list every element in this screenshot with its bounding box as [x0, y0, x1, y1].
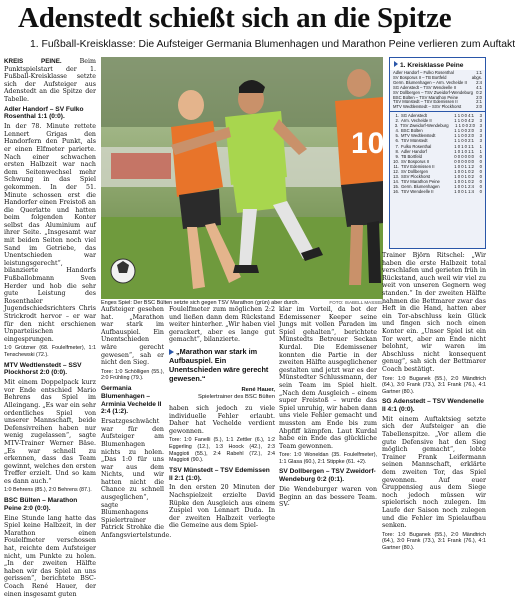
standings-team: SG Adenstedt — [401, 113, 427, 119]
match-heading: SG Adenstedt – TSV Wendenelle II 4:1 (0:0). — [382, 398, 484, 414]
standings-pos: 8. — [395, 148, 399, 154]
standings-team: TB Bortfeld — [401, 153, 422, 159]
match-report: Ersatzgeschwächt war für den Aufsteiger am Blumenhagen nichts zu holen. „Das 1:0 für uns war aus dem Nichts, und wir hatten nicht die Chance zu schnell ausgeglichen“, sagte Blumenhagens Spielertrainer Patrick Strohke die Anfangsviertelstunde. — [101, 418, 172, 540]
table-title — [390, 58, 485, 70]
article-column-3 — [169, 306, 275, 532]
standings-pts: 0 — [479, 153, 482, 159]
standings-pts: 0 — [479, 183, 482, 189]
standings-team: SSV Plockhorst — [401, 173, 431, 179]
standings-stats: 1 0 0 1 1:2 — [454, 163, 474, 169]
standings-pos: 13. — [393, 173, 399, 179]
standings-pts: 1 — [479, 143, 482, 149]
result-match: Adler Handorf – Fulko Rosenthal — [393, 70, 454, 75]
result-score: 2:0 — [476, 94, 482, 100]
standings-stats: 1 1 0 0 2:0 — [454, 133, 474, 139]
headline: Adenstedt schießt sich an die Spitze — [18, 2, 452, 34]
standings-pos: 9. — [395, 153, 399, 159]
goal-scorers: Tore: 1:0 Buganek (55.), 2:0 Mändtrich (64.), 3:0 Frank (73.), 3:1 Frank (76.), 4:1 Gartner (80.). — [382, 531, 486, 551]
standings-stats: 1 1 0 0 2:0 — [454, 128, 474, 134]
result-score: abgs. — [471, 74, 482, 80]
standings-pts: 3 — [479, 118, 482, 124]
standings-stats: 0 0 0 0 0:0 — [454, 153, 474, 159]
article-column-2 — [101, 306, 172, 542]
match-heading: Germania Blumenhagen – Arminia Vechelde II 2:4 (1:2). — [101, 384, 162, 416]
result-score: 0:2 — [476, 89, 482, 95]
standings-pts: 0 — [479, 158, 482, 164]
goal-scorers: Tore: 1:0 Woneldan (35. Foulelfmeter), 1:1 Glasa (60.), 2:1 Stippke (61. +2). — [279, 452, 377, 465]
match-heading: BSC Bülten – Marathon Peine 2:0 (0:0). — [4, 497, 78, 512]
standings-team: TSV Münstedt — [401, 138, 428, 144]
standings-pos: 10. — [393, 158, 399, 164]
standings-pos: 16. — [393, 188, 399, 194]
standings-pts: 0 — [479, 178, 482, 184]
standings-team: TSV Wendeelle II — [401, 188, 434, 194]
goal-scorers: Tore: 1:0 Fanelli (5.), 1:1 Zettler (6.), 1:2 Eggerling (12.), 1:3 Hoock (42.), 2:3 Maggioti (55.), 2:4 Rabehl (72.), 2:4 Maggioti (90.). — [169, 437, 275, 464]
match-heading: Adler Handorf – SV Fulko Rosenthal 1:1 (0:0). — [4, 105, 84, 121]
photo-credit: FOTO: ISABELL MASSEL — [329, 300, 383, 305]
match-heading: MTV Wedtlenstedt – SSV Plockhorst 2:0 (0:0). — [4, 361, 82, 377]
article-column-1 — [4, 58, 96, 600]
standings-pos: 6. — [395, 138, 399, 144]
quote-author-name: René Hauer, — [241, 386, 275, 393]
match-photo — [101, 57, 383, 299]
league-table — [389, 57, 486, 249]
standings-stats: 1 1 0 0 2:0 — [455, 123, 475, 129]
standings-pos: 4. — [395, 128, 399, 134]
standings-stats: 1 0 0 1 0:2 — [454, 173, 474, 179]
standings-team: MTV Wedtlenstedt — [401, 133, 436, 139]
goal-scorers: 1:0 Grützner (68. Foulelfmeter), 1:1 Tenschewski (72.). — [4, 345, 96, 358]
standings-pos: 1. — [395, 113, 399, 119]
standings-stats: 0 0 0 0 0:0 — [454, 158, 474, 164]
standings-stats: 1 0 0 1 1:4 — [454, 188, 474, 194]
standings-team: Germ. Blumenhagen — [401, 183, 440, 189]
standings-pts: 0 — [479, 173, 482, 179]
result-score: 1:1 — [476, 70, 482, 75]
standings-pts: 3 — [479, 113, 482, 119]
result-match: SG Adenstedt – TSV Wendeelle II — [393, 84, 456, 90]
standings-pos: 7. — [395, 143, 399, 149]
standings-pos: 3. — [394, 123, 399, 129]
match-report: Aufsteiger gesehen hat. „Marathon war stark im Aufbauspiel. Ein Unentschieden wäre gerecht gewesen“, sah er nicht den Sieg. — [101, 306, 164, 367]
match-report: Mit einem Auftaktsieg setzte sich der Aufsteiger an die Tabellenspitze. „Vor allem die gute Defensive hat den Sieg möglich gemacht“, lobte Trainer Frank Leifermann seinen Mannschaft, erklärte dem zweiten Tor, das Spiel gewonnen. Auf euer Gruppensieg aus dem Siege noch jedoch müssen wir spielerisch noch zulegen. Im Laufe der Saison noch zulegen und die Fehler im Spielaufbau senken. — [382, 415, 486, 530]
standings-pts: 0 — [479, 188, 482, 194]
standings-stats: 1 1 0 0 4:2 — [454, 118, 474, 124]
standings-pts: 3 — [479, 128, 482, 134]
standings-team: TSV Zweidorf-Wendeburg — [400, 123, 449, 129]
standings-pts: 0 — [479, 168, 482, 174]
standings-pos: 14. — [393, 178, 399, 184]
standings-stats: 1 0 0 1 0:2 — [454, 168, 474, 174]
goal-scorers: Tore: 1:0 Schölligen (55.), 2:0 Frühling (79.). — [101, 368, 164, 382]
standings-stats: 1 1 0 0 2:1 — [454, 138, 474, 144]
standings-stats: 1 0 0 1 2:4 — [454, 183, 474, 189]
standings-stats: 1 1 0 0 4:1 — [454, 113, 474, 119]
match-report: haben sich jedoch zu viele individuelle Fehler erlaubt. Daher hat Vechelde verdient gewonnen. — [169, 404, 275, 435]
quote-author — [169, 387, 275, 401]
standings-pos: 5. — [395, 133, 399, 139]
standings-list — [390, 112, 485, 195]
standings-pts: 0 — [479, 163, 482, 169]
standings-team: TSV Marathon Peine — [401, 178, 440, 184]
quote-triangle-icon — [169, 349, 174, 355]
standings-team: SV Bosporus II — [401, 158, 429, 164]
standings-pts: 1 — [479, 148, 482, 154]
standings-team: Fulko Rosenthal — [401, 143, 432, 149]
result-score: 2:4 — [476, 79, 482, 85]
standings-pts: 3 — [479, 123, 482, 129]
result-row — [393, 105, 482, 110]
jersey-number: 10 — [351, 127, 385, 160]
results-list — [390, 70, 485, 112]
standings-team: Adler Handorf — [401, 148, 427, 154]
result-match: SV Dollbergen – TSV Zweidorf-Wendeburg — [393, 89, 473, 95]
match-report: Trainer Björn Ritschel: „Wir haben die erste Halbzeit total verschlafen und gerieten früh in Rückstand, auch weil wir viel zu weit von unseren Gegnern weg standen.“ In der zweiten Hälfte nahmen die Bettmarer zwar das Heft in die Hand, hatten aber ein Tor-abschluss kein Glück und fingen sich noch einen Konter ein. „Unser Spiel ist ein Tor wert, aber am Ende nicht belohnt, wir waren im Abschluss nicht konsequent genug“, sah sich der Bettmarer Coach bestätigt. — [382, 252, 486, 373]
article-column-5 — [382, 252, 486, 555]
match-report: Mit einem Doppelpack kurz vor Ende entschied Mario Behrens das Spiel im Alleingang. „Es war ein sehr ordentliches Spiel von unserer Mannschaft, beide Defensivreihen haben nur wenig zugelassen“, sagte MTV-Trainer Werner Bäse. „Es war schnell zu erkennen, dass das Team gewinnt, welches den ersten Treffer erzielt. Und so kam es dann auch.“ — [4, 379, 96, 485]
football-players-image — [101, 57, 383, 299]
standings-team: SV Dollbergen — [401, 168, 429, 174]
result-match: SV Bosporus II – TB Bortfeld — [393, 74, 447, 80]
result-score: 4:1 — [476, 84, 482, 90]
standings-team: BSC Bülten — [401, 128, 423, 134]
match-report: Foulelfmeter zum möglichen 2:2 und ließen dann dem Rückstand weiter hinterher. „Wir haben viel gerackert, aber es lange gut gemacht“, bilanzierte. — [169, 306, 275, 344]
standings-pos: 11. — [393, 163, 399, 169]
standings-pts: 3 — [479, 138, 482, 144]
match-heading: TSV Münstedt – TSV Edemissen II 2:1 (1:0). — [169, 466, 270, 482]
standings-row — [393, 189, 482, 194]
match-heading: SV Dollbergen – TSV Zweidorf-Wendeburg 0:2 (0:1). — [279, 468, 376, 484]
result-score: 2:0 — [476, 104, 482, 110]
match-report: In der 78. Minute rettete Lennert Grigas den Handorfern den Punkt, als er einen Elfmeter parierte. Nach einer schwachen ersten Halbzeit war nach dem Seitenwechsel mehr Schwung in das Spiel gekommen. In der 51. Minute schossen erst die Handorfer einen Freistoß an die Querlatte und hatten beim folgenden Konter selbst das Aluminium auf ihrer Seite. „Insgesamt war mit beiden Seiten noch viel Sand im Getriebe, das Unentschieden war leistungsgerecht“, bilanzierte Handorfs Fußballobmann Sven Herder und hob die sehr gute Leistung des Rosenthaler Jugendschiedsrichters Chris Strickrodt hervor – er war für den nicht erschienen Unparteiischen eingesprungen. — [4, 123, 96, 343]
result-score: 2:1 — [476, 99, 482, 105]
standings-pts: 3 — [479, 133, 482, 139]
result-match: TSV Münstedt – TSV Edemissen II — [393, 99, 458, 105]
match-report: In den ersten 20 Minuten der Nachspielzeit erzielte David Rüpke den Ausgleich aus einem Zuspiel von Lennart Duda. In der zweiten Halbzeit verlegte die Gemeine aus dem Spiel- — [169, 484, 275, 530]
table-title-text: 1. Kreisklasse Peine — [400, 62, 464, 69]
goal-scorers: Tore: 1:0 Buganek (55.), 2:0 Mändtrich (64.), 3:0 Frank (73.), 3:1 Frank (76.), 4:1 Gartner (80.). — [382, 375, 486, 395]
quote-text: „Marathon war stark im Aufbauspiel. Ein Unentschieden wäre gerecht gewesen.“ — [169, 346, 269, 383]
match-report: klar im Vorteil, da bot der Edemissener Keeper seine Jungs mit vollen Paraden im Spiel gehalten“, berichtete Münstedts Betreuer Seckan Kurdal. Die Edemissener konnten die Partie in der zweiten Hälfte ausgeglichener gestalten und jetzt war es der Münstedter Schlussmann, der sein Team im Spiel hielt. „Nach dem Ausgleich – einem super Freistoß – wurde das Spiel unruhig, wir haben dann uns viele Fehler gemacht und mussten am Ende bis zum Abpfiff kämpfen. Laut Kurdal habe ein Ende das glückliche Team gewonnen. — [279, 306, 377, 450]
caption-text: Enges Spiel: Der BSC Bülten setzte sich gegen TSV Marathon (grün) aber durch. — [101, 300, 300, 306]
standings-stats: 1 0 0 1 0:2 — [454, 178, 474, 184]
standings-pos: 12. — [393, 168, 399, 174]
standings-stats: 1 0 1 0 1:1 — [454, 143, 474, 149]
match-report: Die Wendeburger waren von Beginn an das bessere Team. SV- — [279, 486, 377, 509]
result-match: BSC Bülten – TSV Marathon Peine — [393, 94, 459, 100]
subheadline: 1. Fußball-Kreisklasse: Die Aufsteiger Germania Blumenhagen und Marathon Peine verlieren zum Auftakt — [30, 39, 515, 50]
pull-quote — [169, 347, 275, 383]
intro-paragraph — [4, 58, 96, 104]
result-match: Germ. Blumenhagen – Arm. Vechelde II — [393, 79, 467, 85]
standings-stats: 1 0 1 0 1:1 — [454, 148, 474, 154]
quote-author-role: Spielertrainer des BSC Bülten — [197, 393, 275, 400]
goal-scorers: 1:0 Behrens (85.), 2:0 Behrens (87.). — [4, 487, 92, 494]
standings-team: TSV Edemissen II — [401, 163, 435, 169]
dateline: KREIS PEINE. — [4, 58, 62, 65]
intro-text: Beim Punktspielstart der 1. Fußball-Kreisklasse setzte sich der Aufsteiger aus Adenstedt an die Spitze der Tabelle. — [4, 58, 96, 103]
triangle-icon — [394, 61, 398, 67]
result-match: MTV Wedtlenstedt – SSV Plockhorst — [393, 104, 462, 110]
standings-team: Arm. Vechelde II — [401, 118, 432, 124]
match-report: Eine Stunde lang hatte das Spiel keine Halbzeit, in der Marathon einen Foulelfmeter verschossen hat, reichte dem Aufsteiger nicht, um Punkte zu holen. „In der zweiten Hälfte haben wir das Spiel an uns gerissen“, berichtete BSC-Coach René Hauer, der einen insgesamt guten — [4, 514, 96, 598]
standings-pos: 15. — [393, 183, 399, 189]
standings-pos: 2. — [395, 118, 399, 124]
article-column-4 — [279, 306, 377, 511]
